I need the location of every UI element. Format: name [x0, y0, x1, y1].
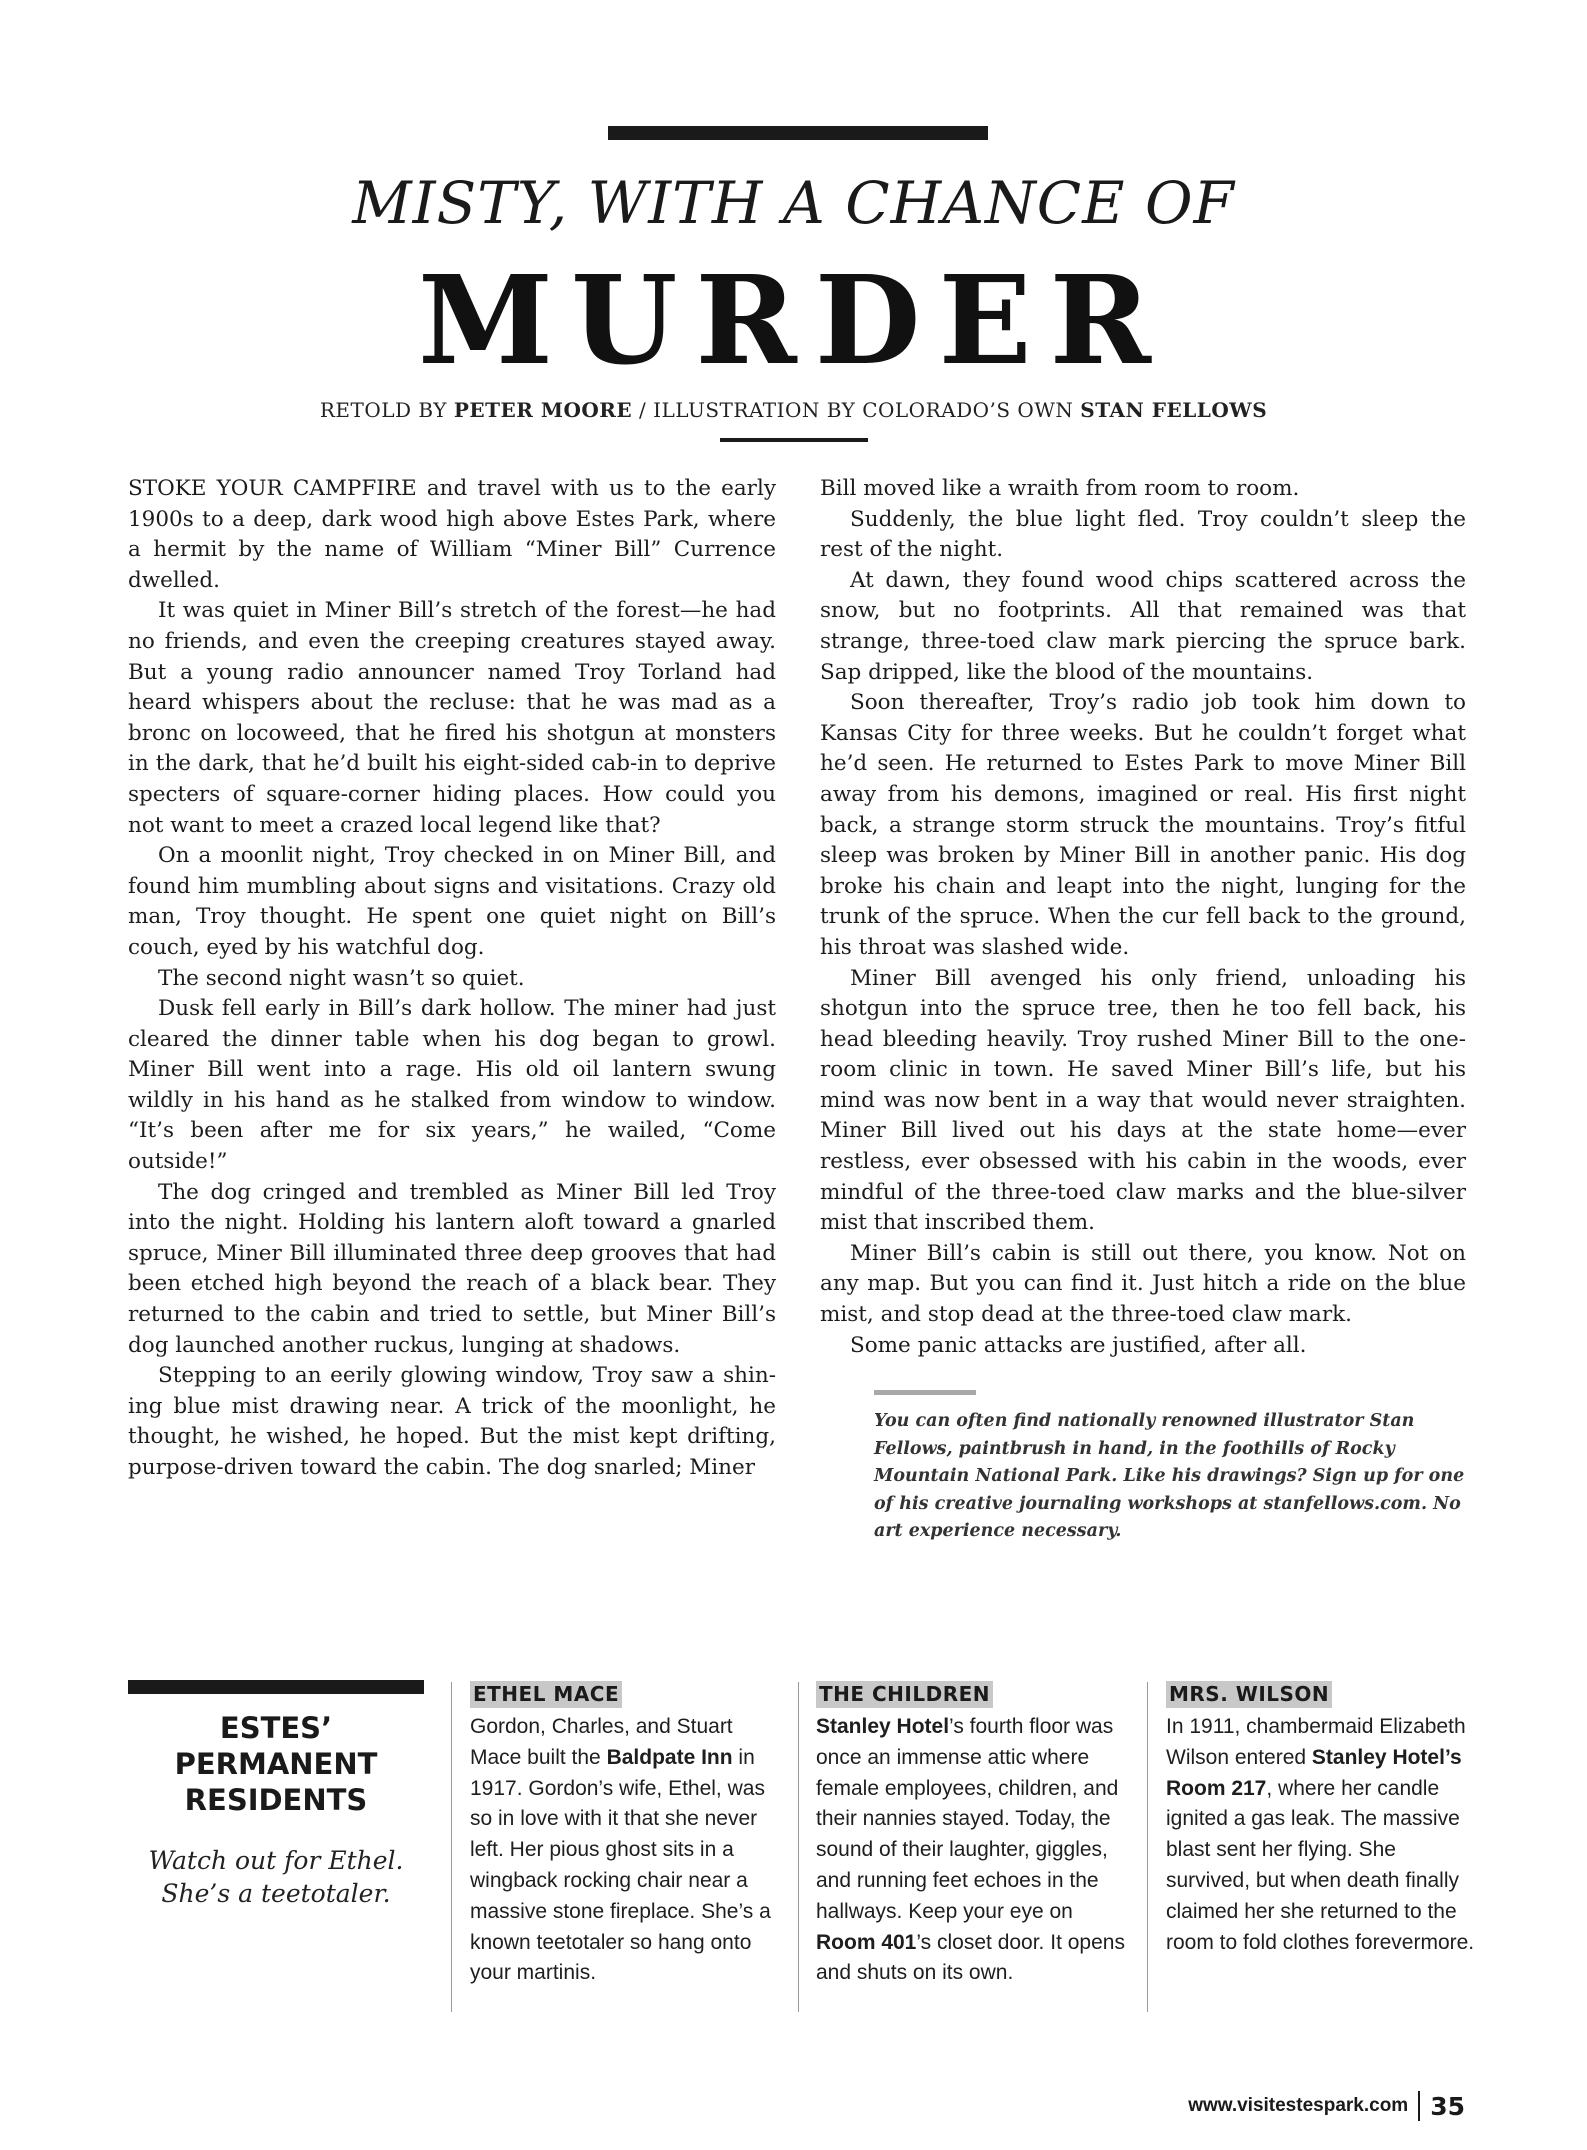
column-divider [451, 1682, 452, 2012]
resident-body [470, 1712, 780, 1989]
resident-text: , where her candle ignited a gas leak. The massive blast sent her flying. She survived, but when death finally claimed her she returned to the room to fold clothes forevermore. [1166, 1776, 1475, 1954]
resident-place-name: Stanley Hotel’s Room 217 [1166, 1745, 1462, 1800]
resident-place-name: Stanley Hotel [816, 1715, 950, 1738]
byline-illustrator: STAN FELLOWS [1080, 398, 1268, 422]
story-paragraph: It was quiet in Miner Bill’s stretch of the forest—he had no friends, and even the creeping creatures stayed away. But a young radio announcer named Troy Torland had heard whispers about the recluse: that he was mad as a bronc on locoweed, that he fired his shotgun at monsters in the dark, that he’d built his eight-sided cab-in to deprive specters of square-corner hiding places. How could you not want to meet a crazed local legend like that? [128, 598, 776, 838]
story-paragraph: Miner Bill avenged his only friend, unloading his shotgun into the spruce tree, then he too fell back, his head bleeding heavily. Troy rushed Miner Bill to the one-room clinic in town. He saved Miner Bill’s life, but his mind was now bent in a way that would never straighten. Miner Bill lived out his days at the state home—ever restless, ever obsessed with his cabin in the woods, ever mindful of the three-toed claw marks and the blue-silver mist that inscribed them. [820, 965, 1466, 1236]
story-lead-in: STOKE YOUR CAMPFIRE [128, 476, 417, 501]
story-paragraph: Bill moved like a wraith from room to room. [820, 476, 1300, 501]
top-rule [608, 126, 988, 140]
sidebar-title [128, 1710, 424, 1818]
column-divider [798, 1682, 799, 2012]
story-paragraph [128, 474, 776, 596]
page-footer [1188, 2086, 1465, 2126]
story-paragraph: The dog cringed and trembled as Miner Bill led Troy into the night. Holding his lantern aloft toward a gnarled spruce, Miner Bill illuminated three deep grooves that had been etched high beyond the reach of a black bear. They returned to the cabin and tried to settle, but Miner Bill’s dog launched another ruckus, lunging at shadows. [128, 1179, 776, 1358]
story-paragraph-text: and travel with us to the early 1900s to a deep, dark wood high above Estes Park, where a hermit by the name of William “Miner Bill” Currence dwelled. [128, 476, 776, 593]
story-paragraph: Dusk fell early in Bill’s dark hollow. The miner had just cleared the dinner table when his dog began to growl. Miner Bill went into a rage. His old oil lantern swung wildly in his hand as he stalked from window to window. “It’s been after me for six years,” he wailed, “Come outside!” [128, 996, 776, 1175]
byline [0, 396, 1587, 424]
sidebar-subtitle-line: Watch out for Ethel. [148, 1846, 404, 1875]
page-number: 35 [1430, 2091, 1465, 2121]
resident-place-name: Room 401 [816, 1930, 917, 1954]
sidebar-subtitle-line: She’s a teetotaler. [161, 1879, 391, 1908]
resident-place-name: Baldpate Inn [606, 1745, 733, 1769]
resident-mrs-wilson [1166, 1680, 1476, 1958]
story-paragraph: Soon thereafter, Troy’s radio job took him down to Kansas City for three weeks. But he couldn’t forget what he’d seen. He returned to Estes Park to move Miner Bill away from his demons, imagined or real. His first night back, a strange storm struck the mountains. Troy’s fitful sleep was broken by Miner Bill in another panic. His dog broke his chain and leapt into the night, lunging for the trunk of the spruce. When the cur fell back to the ground, his throat was slashed wide. [820, 690, 1466, 960]
sidebar-subtitle [128, 1844, 424, 1910]
story-paragraph: Miner Bill’s cabin is still out there, you know. Not on any map. But you can find it. Just hitch a ride on the blue mist, and stop dead at the three-toed claw mark. [820, 1240, 1466, 1328]
story-paragraph: Some panic attacks are justified, after all. [850, 1332, 1307, 1358]
resident-text: ’s fourth floor was once an immense attic where female employees, children, and their nannies stayed. Today, the sound of their laughter, giggles, and running feet echoes in the hallways. Keep your eye on [816, 1715, 1119, 1923]
resident-body [816, 1712, 1126, 1989]
footer-separator [1418, 2091, 1420, 2121]
footer-url[interactable]: www.visitestespark.com [1188, 2095, 1409, 2116]
caption-rule [874, 1390, 976, 1395]
resident-text: In 1911, chambermaid Elizabeth Wilson entered [1166, 1715, 1466, 1769]
resident-text: in 1917. Gordon’s wife, Ethel, was so in love with it that she never left. Her pious ghost sits in a wingback rocking chair near a massive stone fireplace. She’s a known teetotaler so hang onto your martinis. [470, 1745, 771, 1985]
story-paragraph: Suddenly, the blue light fled. Troy couldn’t sleep the rest of the night. [820, 506, 1466, 563]
sidebar-title-line: PERMANENT [174, 1747, 378, 1781]
story-paragraph: At dawn, they found wood chips scattered across the snow, but no footprints. All that remained was that strange, three-toed claw mark piercing the spruce bark. Sap dripped, like the blood of the mountains. [820, 567, 1466, 685]
story-column-right [820, 474, 1466, 1361]
byline-retold-prefix: RETOLD BY [319, 398, 454, 422]
byline-author: PETER MOORE [453, 398, 633, 422]
resident-the-children [816, 1680, 1126, 1989]
resident-body [1166, 1712, 1476, 1958]
resident-heading: ETHEL MACE [470, 1681, 622, 1708]
story-paragraph: On a moonlit night, Troy checked in on Miner Bill, and found him mumbling about signs and visitations. Crazy old man, Troy thought. He spent one quiet night on Bill’s couch, eyed by his watchful dog. [128, 843, 776, 960]
article-kicker: MISTY, WITH A CHANCE OF [352, 169, 1235, 237]
resident-ethel-mace [470, 1680, 780, 1989]
resident-heading: MRS. WILSON [1166, 1681, 1332, 1708]
story-paragraph: Stepping to an eerily glowing window, Troy saw a shin-ing blue mist drawing near. A trick of the moonlight, he thought, he wished, he hoped. But the mist kept drifting, purpose-driven toward the cabin. The dog snarled; Miner [128, 1363, 776, 1480]
resident-heading: THE CHILDREN [816, 1681, 993, 1708]
column-divider [1147, 1682, 1148, 2012]
story-column-left [128, 474, 776, 1484]
illustrator-caption: You can often find nationally renowned illustrator Stan Fellows, paintbrush in hand, in the foothills of Rocky Mountain National Park. Like his drawings? Sign up for one of his creative journaling workshops at stanfellows.com. No art experience necessary. [874, 1411, 1465, 1541]
resident-text: Gordon, Charles, and Stuart Mace built the [470, 1715, 733, 1769]
sidebar-rule [128, 1680, 424, 1694]
byline-rule [720, 438, 868, 442]
story-paragraph: The second night wasn’t so quiet. [158, 965, 525, 991]
article-headline: MURDER [417, 248, 1169, 392]
sidebar-title-line: ESTES’ [219, 1711, 333, 1745]
sidebar-title-line: RESIDENTS [184, 1783, 368, 1817]
resident-text: ’s closet door. It opens and shuts on its own. [816, 1930, 1125, 1985]
byline-illustration-prefix: / ILLUSTRATION BY COLORADO’S OWN [632, 398, 1081, 422]
